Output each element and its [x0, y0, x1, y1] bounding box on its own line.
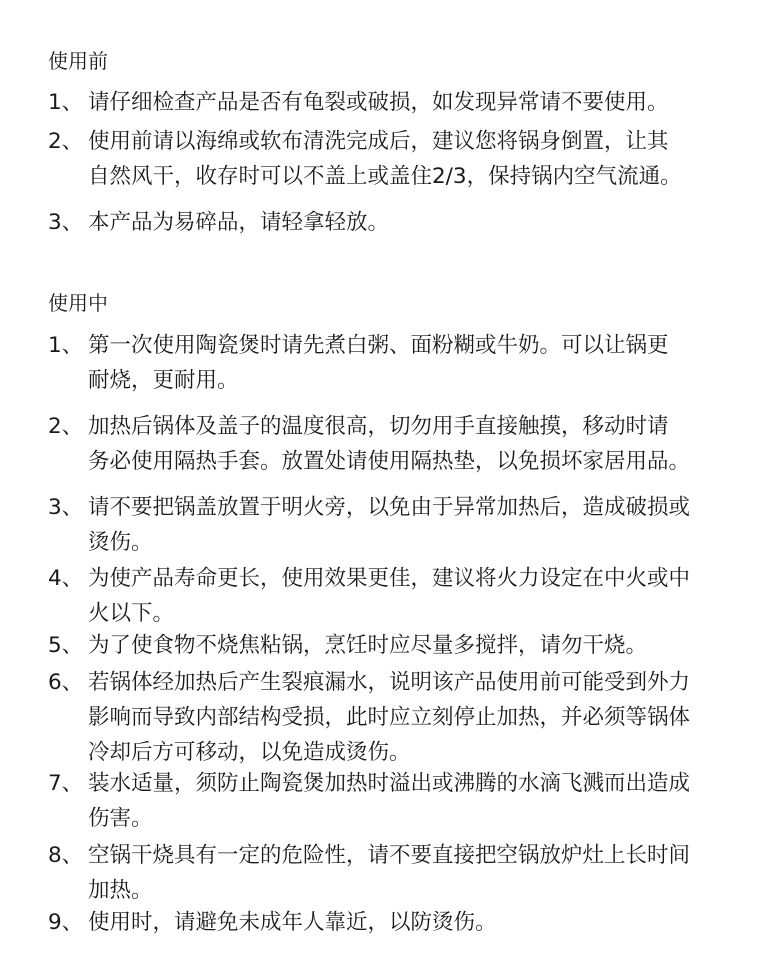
- list-item: [48, 85, 748, 120]
- item-number: 3、: [48, 210, 84, 235]
- item-text-continued: 耐烧，更耐用。: [88, 368, 239, 393]
- item-number: 5、: [48, 633, 84, 658]
- list-item: [48, 561, 748, 631]
- item-text: 若锅体经加热后产生裂痕漏水，说明该产品使用前可能受到外力: [88, 670, 691, 695]
- item-text-continued: 烫伤。: [88, 530, 153, 555]
- list-item: [48, 490, 748, 560]
- list-item: [48, 628, 748, 663]
- item-text-continued: 自然风干，收存时可以不盖上或盖住2/3，保持锅内空气流通。: [88, 164, 682, 189]
- item-number: 1、: [48, 90, 84, 115]
- item-text: 空锅干烧具有一定的危险性，请不要直接把空锅放炉灶上长时间: [88, 843, 691, 868]
- item-text: 装水适量，须防止陶瓷煲加热时溢出或沸腾的水滴飞溅而出造成: [88, 771, 691, 796]
- list-item: [48, 124, 748, 194]
- section-title-before-use: 使用前: [48, 49, 108, 73]
- item-text: 请仔细检查产品是否有龟裂或破损，如发现异常请不要使用。: [88, 90, 669, 115]
- item-text: 使用前请以海绵或软布清洗完成后，建议您将锅身倒置，让其: [88, 129, 669, 154]
- item-number: 7、: [48, 771, 84, 796]
- list-item: [48, 838, 748, 908]
- item-number: 4、: [48, 566, 84, 591]
- item-text-continued: 冷却后方可移动，以免造成烫伤。: [88, 740, 411, 765]
- item-number: 8、: [48, 843, 84, 868]
- item-text: 加热后锅体及盖子的温度很高，切勿用手直接触摸，移动时请: [88, 414, 669, 439]
- item-number: 1、: [48, 333, 84, 358]
- item-text-continued: 务必使用隔热手套。放置处请使用隔热垫，以免损坏家居用品。: [88, 449, 691, 474]
- item-text-continued: 加热。: [88, 878, 153, 903]
- item-number: 2、: [48, 414, 84, 439]
- item-text-continued: 火以下。: [88, 601, 175, 626]
- list-item: [48, 766, 748, 836]
- list-item: [48, 205, 748, 240]
- item-text: 请不要把锅盖放置于明火旁，以免由于异常加热后，造成破损或: [88, 495, 691, 520]
- item-text-continued: 影响而导致内部结构受损，此时应立刻停止加热，并必须等锅体: [88, 705, 691, 730]
- item-text: 使用时，请避免未成年人靠近，以防烫伤。: [88, 910, 497, 935]
- item-number: 6、: [48, 670, 84, 695]
- list-item: [48, 409, 748, 479]
- item-number: 9、: [48, 910, 84, 935]
- list-item: [48, 665, 748, 770]
- item-text-continued: 伤害。: [88, 806, 153, 831]
- section-title-during-use: 使用中: [48, 291, 108, 315]
- list-item: [48, 328, 748, 398]
- item-text: 为了使食物不烧焦粘锅，烹饪时应尽量多搅拌，请勿干烧。: [88, 633, 648, 658]
- item-text: 第一次使用陶瓷煲时请先煮白粥、面粉糊或牛奶。可以让锅更: [88, 333, 669, 358]
- item-number: 2、: [48, 129, 84, 154]
- item-text: 本产品为易碎品，请轻拿轻放。: [88, 210, 390, 235]
- item-number: 3、: [48, 495, 84, 520]
- list-item: [48, 905, 748, 940]
- item-text: 为使产品寿命更长，使用效果更佳，建议将火力设定在中火或中: [88, 566, 691, 591]
